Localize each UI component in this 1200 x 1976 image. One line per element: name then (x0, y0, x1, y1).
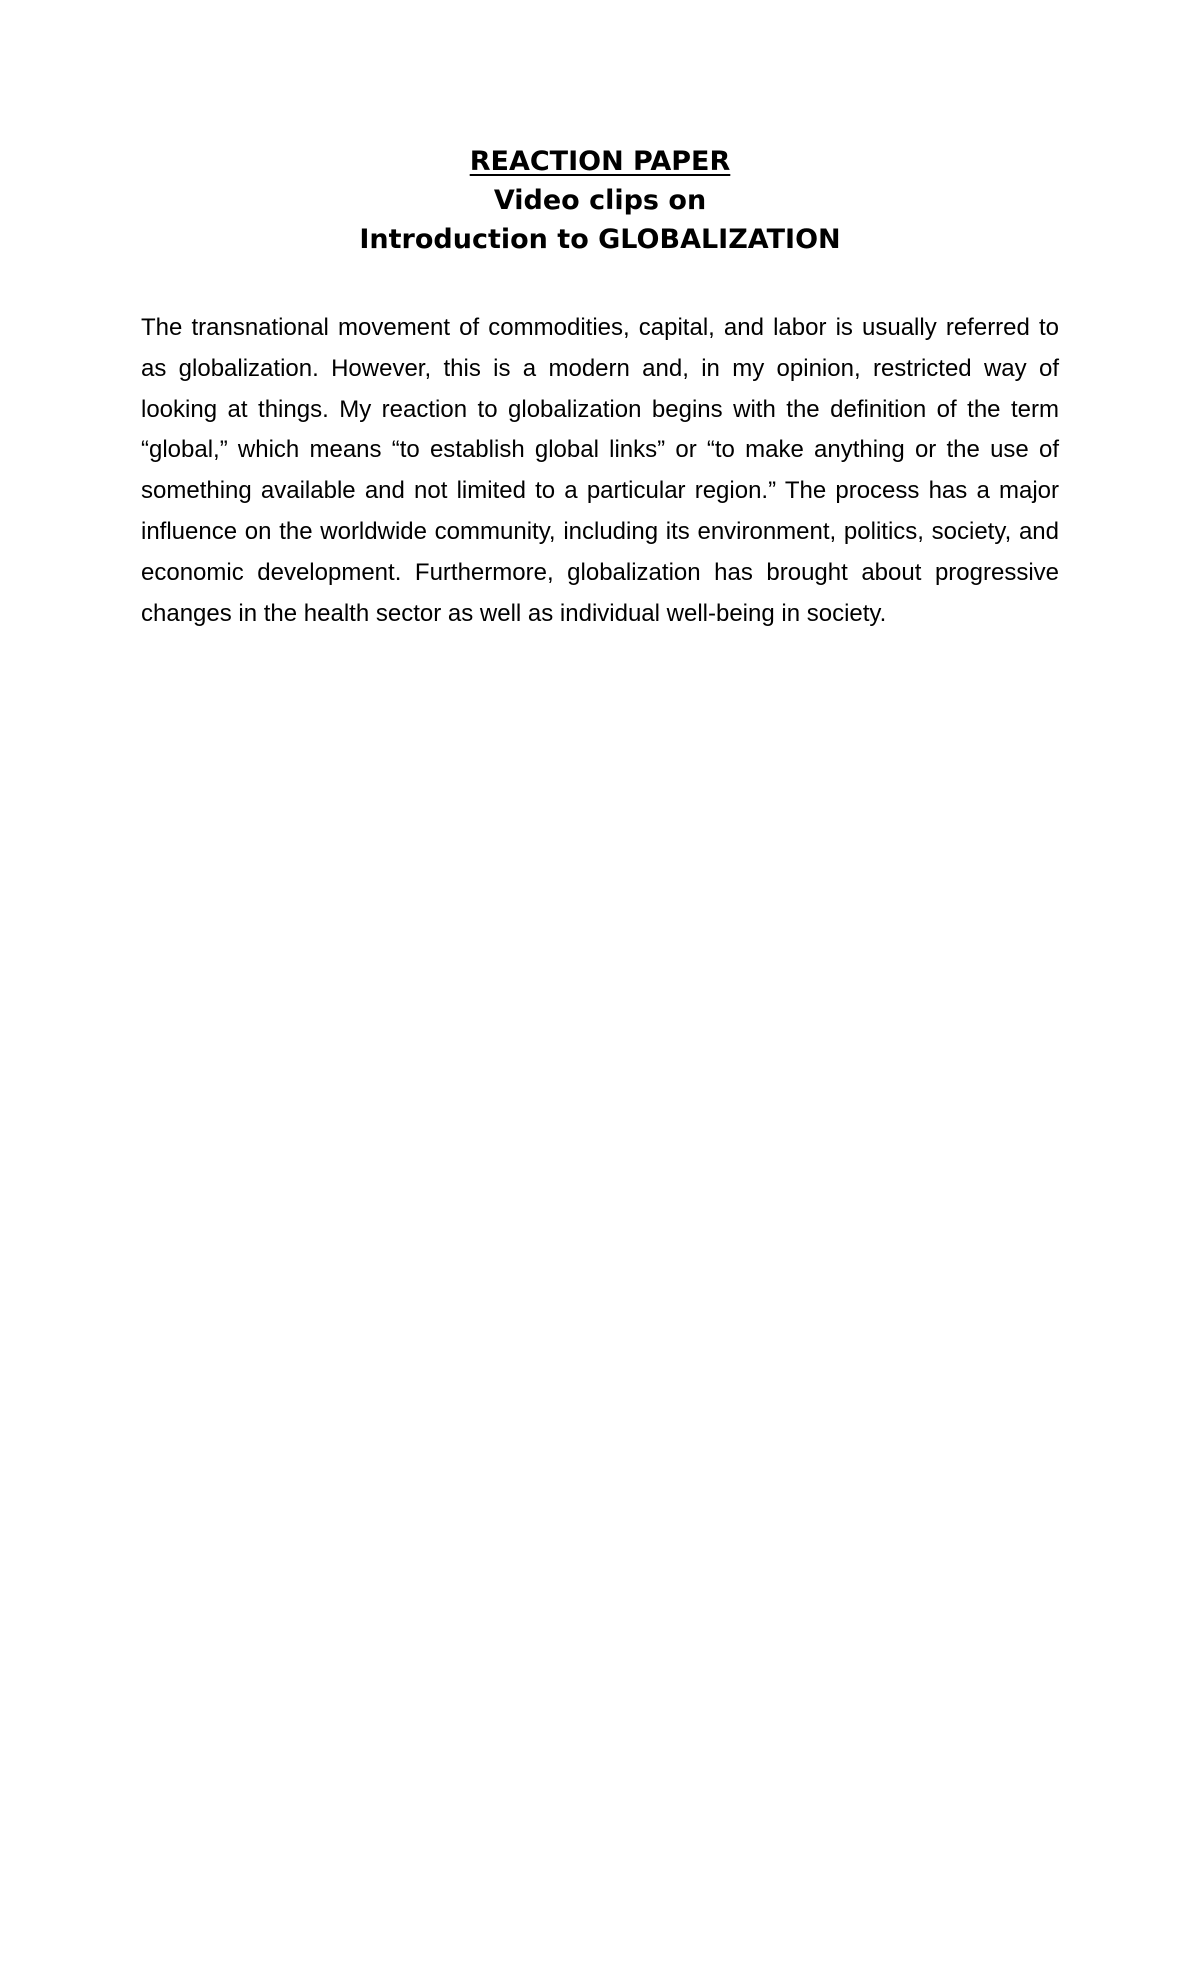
subtitle-line-1: Video clips on (493, 185, 707, 216)
subtitle-line-2: Introduction to GLOBALIZATION (359, 224, 841, 255)
body-paragraph: The transnational movement of commodities, capital, and labor is usually referred to as globalization. However, this is a modern and, in my opinion, restricted way of looking at things. My reaction to globalization begins with the definition of the term “global,” which means “to establish global links” or “to make anything or the use of something available and not limited to a particular region.” The process has a major influence on the worldwide community, including its environment, politics, society, and economic development. Furthermore, globalization has brought about progressive changes in the health sector as well as individual well-being in society. (141, 314, 1059, 627)
title-block (0, 142, 1200, 259)
page-title: REACTION PAPER (469, 146, 731, 177)
